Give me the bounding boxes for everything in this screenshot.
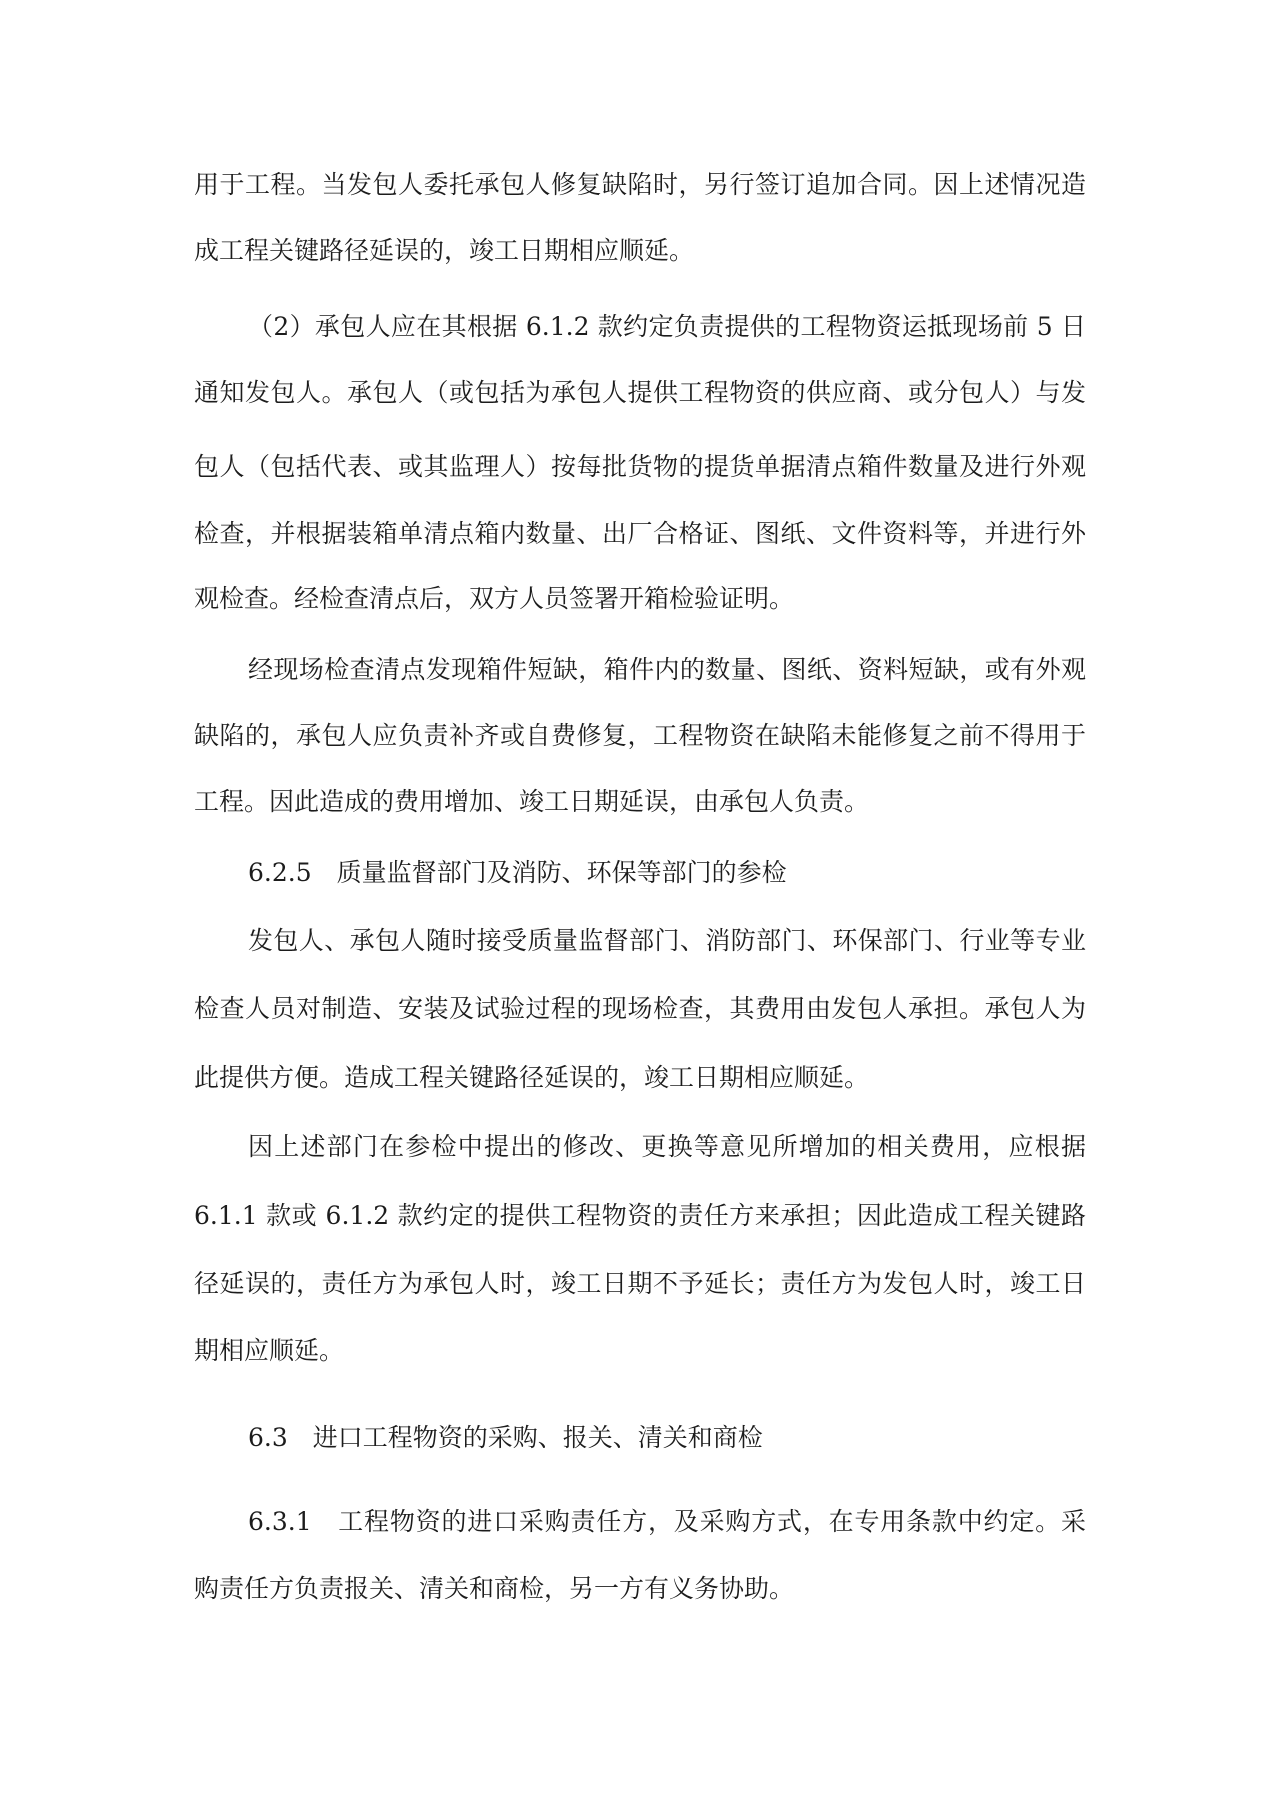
section-heading-text: 6.3 进口工程物资的采购、报关、清关和商检 [248,1423,763,1452]
paragraph-line: 检查人员对制造、安装及试验过程的现场检查，其费用由发包人承担。承包人为 [194,994,1086,1023]
paragraph-line: 发包人、承包人随时接受质量监督部门、消防部门、环保部门、行业等专业 [248,926,1086,955]
paragraph-line: 缺陷的，承包人应负责补齐或自费修复，工程物资在缺陷未能修复之前不得用于 [194,721,1086,750]
section-heading-text: 6.2.5 质量监督部门及消防、环保等部门的参检 [248,858,787,887]
paragraph-line: 观检查。经检查清点后，双方人员签署开箱检验证明。 [194,584,795,613]
paragraph-line: 此提供方便。造成工程关键路径延误的，竣工日期相应顺延。 [194,1063,870,1092]
paragraph-line: 径延误的，责任方为承包人时，竣工日期不予延长；责任方为发包人时，竣工日 [194,1269,1086,1298]
paragraph-line: 经现场检查清点发现箱件短缺，箱件内的数量、图纸、资料短缺，或有外观 [248,655,1086,684]
paragraph-line: 成工程关键路径延误的，竣工日期相应顺延。 [194,236,695,265]
paragraph-line: 购责任方负责报关、清关和商检，另一方有义务协助。 [194,1574,795,1603]
paragraph-line: 通知发包人。承包人（或包括为承包人提供工程物资的供应商、或分包人）与发 [194,378,1086,407]
paragraph-line: 检查，并根据装箱单清点箱内数量、出厂合格证、图纸、文件资料等，并进行外 [194,519,1086,548]
paragraph-line: 工程。因此造成的费用增加、竣工日期延误，由承包人负责。 [194,787,870,816]
paragraph-line: 用于工程。当发包人委托承包人修复缺陷时，另行签订追加合同。因上述情况造 [194,170,1086,199]
paragraph-line: 包人（包括代表、或其监理人）按每批货物的提货单据清点箱件数量及进行外观 [194,452,1086,481]
paragraph-line: （2）承包人应在其根据 6.1.2 款约定负责提供的工程物资运抵现场前 5 日 [248,312,1086,341]
paragraph-line: 6.3.1 工程物资的进口采购责任方，及采购方式，在专用条款中约定。采 [248,1507,1086,1536]
paragraph-line: 6.1.1 款或 6.1.2 款约定的提供工程物资的责任方来承担；因此造成工程关键路 [194,1201,1086,1230]
paragraph-line: 期相应顺延。 [194,1336,345,1365]
paragraph-line: 因上述部门在参检中提出的修改、更换等意见所增加的相关费用，应根据 [248,1132,1086,1161]
